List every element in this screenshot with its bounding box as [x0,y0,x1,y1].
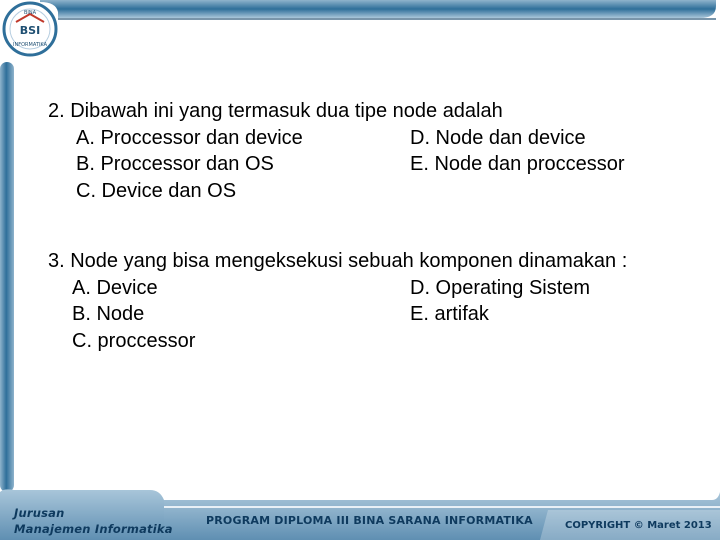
question-2-option-d: D. Node dan device [410,126,586,149]
question-3-row-2 [48,301,708,328]
question-3-option-d: D. Operating Sistem [410,276,591,299]
top-frame-bar [0,0,720,38]
footer-manajemen-informatika: Manajemen Informatika [14,522,173,536]
logo-text: BSI [19,24,41,37]
left-frame-bar [0,62,14,492]
bsi-logo-icon [2,0,58,58]
question-2-row-3 [48,178,708,205]
question-3-option-c: C. proccessor [72,329,196,352]
question-3-stem: 3. Node yang bisa mengeksekusi sebuah komponen dinamakan : [48,250,628,272]
question-3-row-3 [48,328,708,355]
footer-jurusan: Jurusan [14,506,65,520]
logo-toptext: BINA [23,10,37,16]
question-2-row-2 [48,151,708,178]
question-2-option-e: E. Node dan proccessor [410,153,625,175]
footer-copyright: COPYRIGHT © Maret 2013 [565,520,712,531]
question-2 [48,98,708,204]
question-3-option-e: E. artifak [410,303,489,325]
question-2-stem: 2. Dibawah ini yang termasuk dua tipe node adalah [48,100,503,122]
question-2-row-1 [48,125,708,152]
question-2-option-b: B. Proccessor dan OS [76,153,274,175]
question-3-option-b: B. Node [72,303,145,325]
question-3-option-a: A. Device [72,276,158,299]
question-3 [48,248,708,354]
question-3-row-1 [48,275,708,302]
question-2-option-c: C. Device dan OS [76,179,237,202]
logo-subtext: INFORMATIKA [13,42,47,48]
question-2-option-a: A. Proccessor dan device [76,126,303,149]
slide-content [48,98,708,352]
footer-program-title: PROGRAM DIPLOMA III BINA SARANA INFORMATIKA [206,514,533,527]
